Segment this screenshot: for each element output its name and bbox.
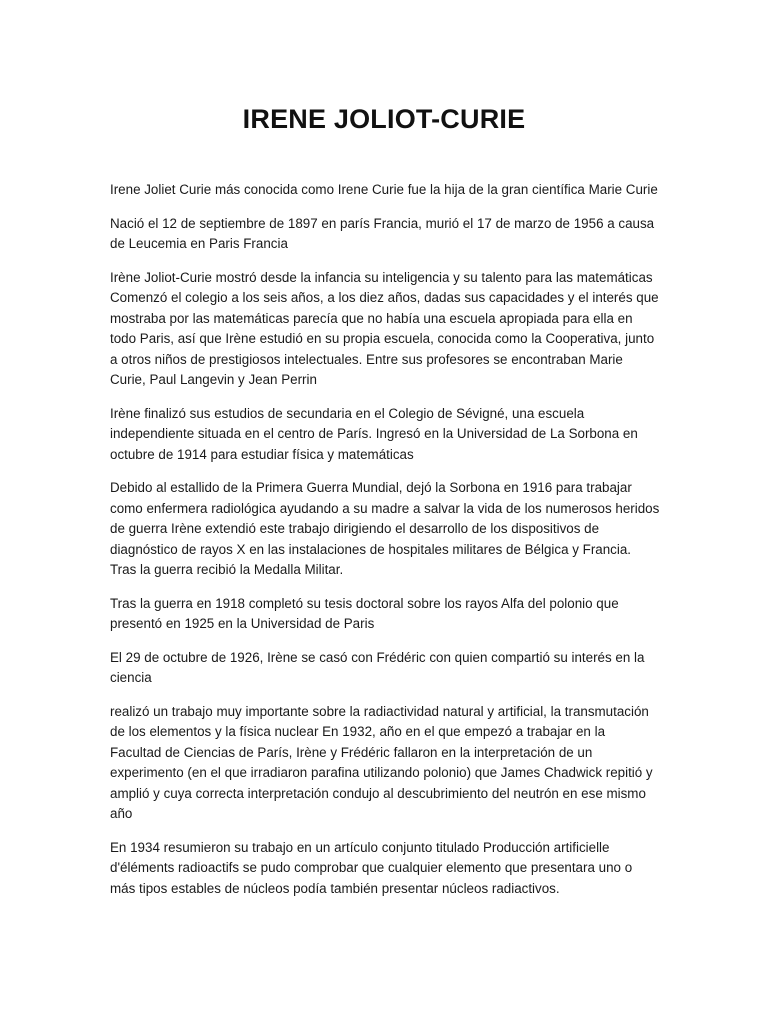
paragraph-7: El 29 de octubre de 1926, Irène se casó con Frédéric con quien compartió su interés en la ciencia <box>110 649 645 685</box>
paragraph-4: Irène finalizó sus estudios de secundaria en el Colegio de Sévigné, una escuela independiente situada en el centro de París. Ingresó en la Universidad de La Sorbona en octubre de 1914 para estudiar física y matemáticas <box>110 405 638 462</box>
page-title: IRENE JOLIOT-CURIE <box>242 104 526 135</box>
paragraph-6: Tras la guerra en 1918 completó su tesis doctoral sobre los rayos Alfa del polonio que presentó en 1925 en la Universidad de Paris <box>110 595 619 631</box>
paragraph-1: Irene Joliet Curie más conocida como Irene Curie fue la hija de la gran científica Marie Curie <box>110 182 658 197</box>
paragraph-9: En 1934 resumieron su trabajo en un artículo conjunto titulado Producción artificielle d'éléments radioactifs se pudo comprobar que cualquier elemento que presentara uno o más tipos estables de núcleos podía también presentar núcleos radiactivos. <box>110 839 633 896</box>
paragraph-3: Irène Joliot-Curie mostró desde la infancia su inteligencia y su talento para las matemáticas Comenzó el colegio a los seis años, a los diez años, dadas sus capacidades y el interés que mostraba por las matemáticas parecía que no había una escuela apropiada para ella en todo Paris, así que Irène estudió en su propia escuela, conocida como la Cooperativa, junto a otros niños de prestigiosos intelectuales. Entre sus profesores se encontraban Marie Curie, Paul Langevin y Jean Perrin <box>110 269 659 387</box>
paragraph-2: Nació el 12 de septiembre de 1897 en parís Francia, murió el 17 de marzo de 1956 a causa de Leucemia en Paris Francia <box>110 215 655 251</box>
paragraph-8: realizó un trabajo muy importante sobre la radiactividad natural y artificial, la transmutación de los elementos y la física nuclear En 1932, año en el que empezó a trabajar en la Facultad de Ciencias de París, Irène y Frédéric fallaron en la interpretación de un experimento (en el que irradiaron parafina utilizando polonio) que James Chadwick repitió y amplió y cuya correcta interpretación condujo al descubrimiento del neutrón en ese mismo año <box>110 703 653 821</box>
document-body <box>110 180 660 912</box>
paragraph-5: Debido al estallido de la Primera Guerra Mundial, dejó la Sorbona en 1916 para trabajar como enfermera radiológica ayudando a su madre a salvar la vida de los numerosos heridos de guerra Irène extendió este trabajo dirigiendo el desarrollo de los dispositivos de diagnóstico de rayos X en las instalaciones de hospitales militares de Bélgica y Francia. Tras la guerra recibió la Medalla Militar. <box>110 480 660 577</box>
